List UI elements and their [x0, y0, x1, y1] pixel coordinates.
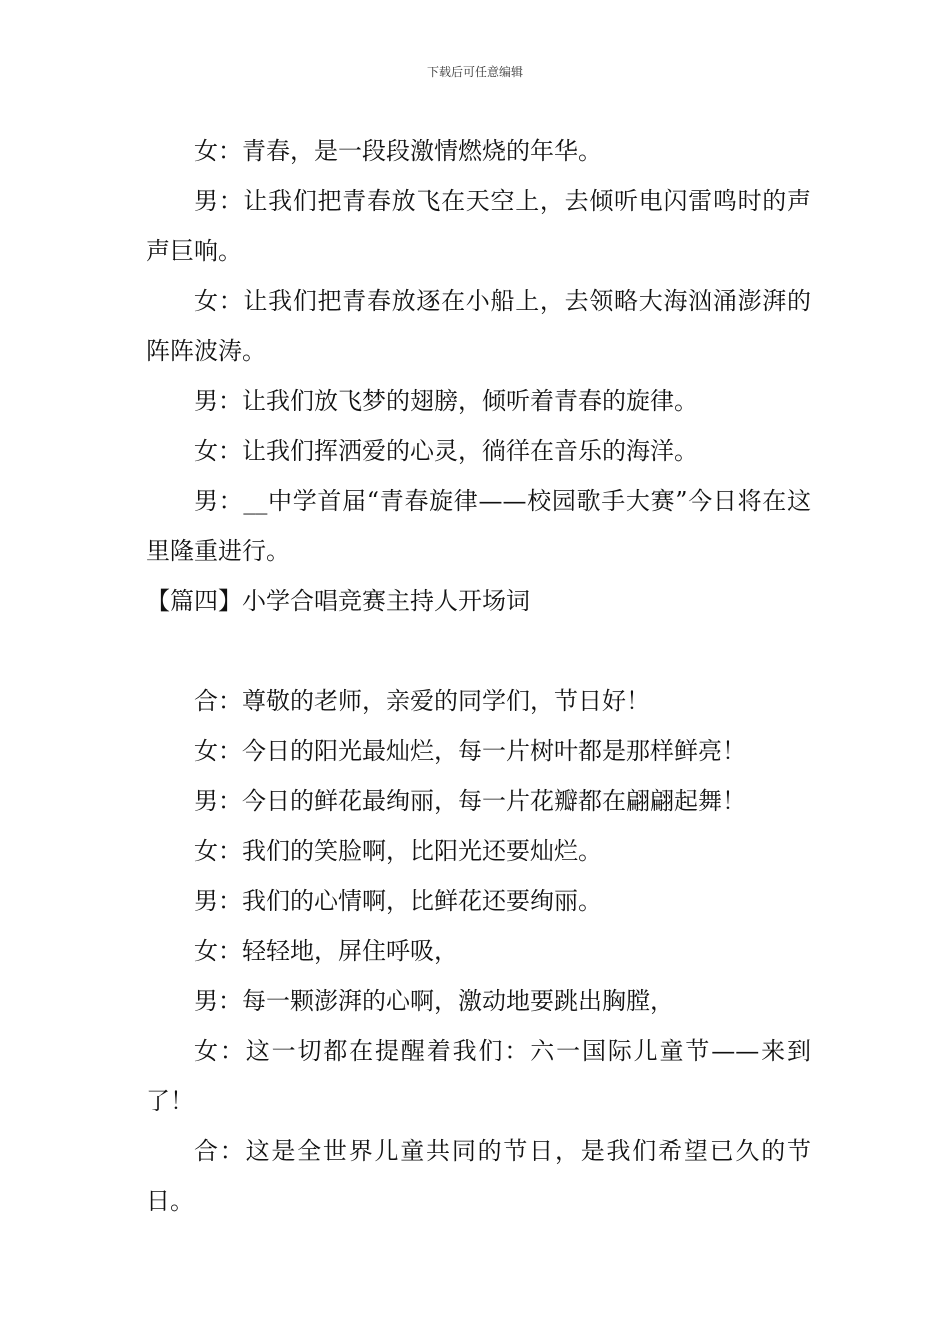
dialogue-line: 男：__中学首届“青春旋律——校园歌手大赛”今日将在这里隆重进行。	[146, 487, 811, 565]
dialogue-line: 男：让我们把青春放飞在天空上，去倾听电闪雷鸣时的声声巨响。	[146, 187, 811, 265]
dialogue-line: 女：青春，是一段段激情燃烧的年华。	[194, 137, 602, 165]
dialogue-line: 女：让我们把青春放逐在小船上，去领略大海汹涌澎湃的阵阵波涛。	[146, 287, 811, 365]
page-header: 下载后可任意编辑	[426, 65, 523, 79]
dialogue-line: 女：我们的笑脸啊，比阳光还要灿烂。	[194, 837, 602, 865]
dialogue-line: 女：今日的阳光最灿烂，每一片树叶都是那样鲜亮！	[194, 737, 746, 765]
dialogue-line: 女：让我们挥洒爱的心灵，徜徉在音乐的海洋。	[194, 437, 698, 465]
dialogue-line: 男：今日的鲜花最绚丽，每一片花瓣都在翩翩起舞！	[194, 787, 746, 815]
dialogue-line: 男：让我们放飞梦的翅膀，倾听着青春的旋律。	[194, 387, 698, 415]
dialogue-line: 男：每一颗澎湃的心啊，激动地要跳出胸膛，	[194, 987, 674, 1015]
dialogue-line: 合：这是全世界儿童共同的节日，是我们希望已久的节日。	[146, 1137, 811, 1215]
blank-line	[146, 626, 811, 676]
document-body	[146, 126, 811, 1226]
dialogue-line: 合：尊敬的老师，亲爱的同学们，节日好！	[194, 687, 650, 715]
section-heading: 【篇四】小学合唱竞赛主持人开场词	[146, 587, 530, 615]
dialogue-line: 女：这一切都在提醒着我们：六一国际儿童节——来到了！	[146, 1037, 811, 1115]
dialogue-line: 男：我们的心情啊，比鲜花还要绚丽。	[194, 887, 602, 915]
dialogue-line: 女：轻轻地，屏住呼吸，	[194, 937, 458, 965]
